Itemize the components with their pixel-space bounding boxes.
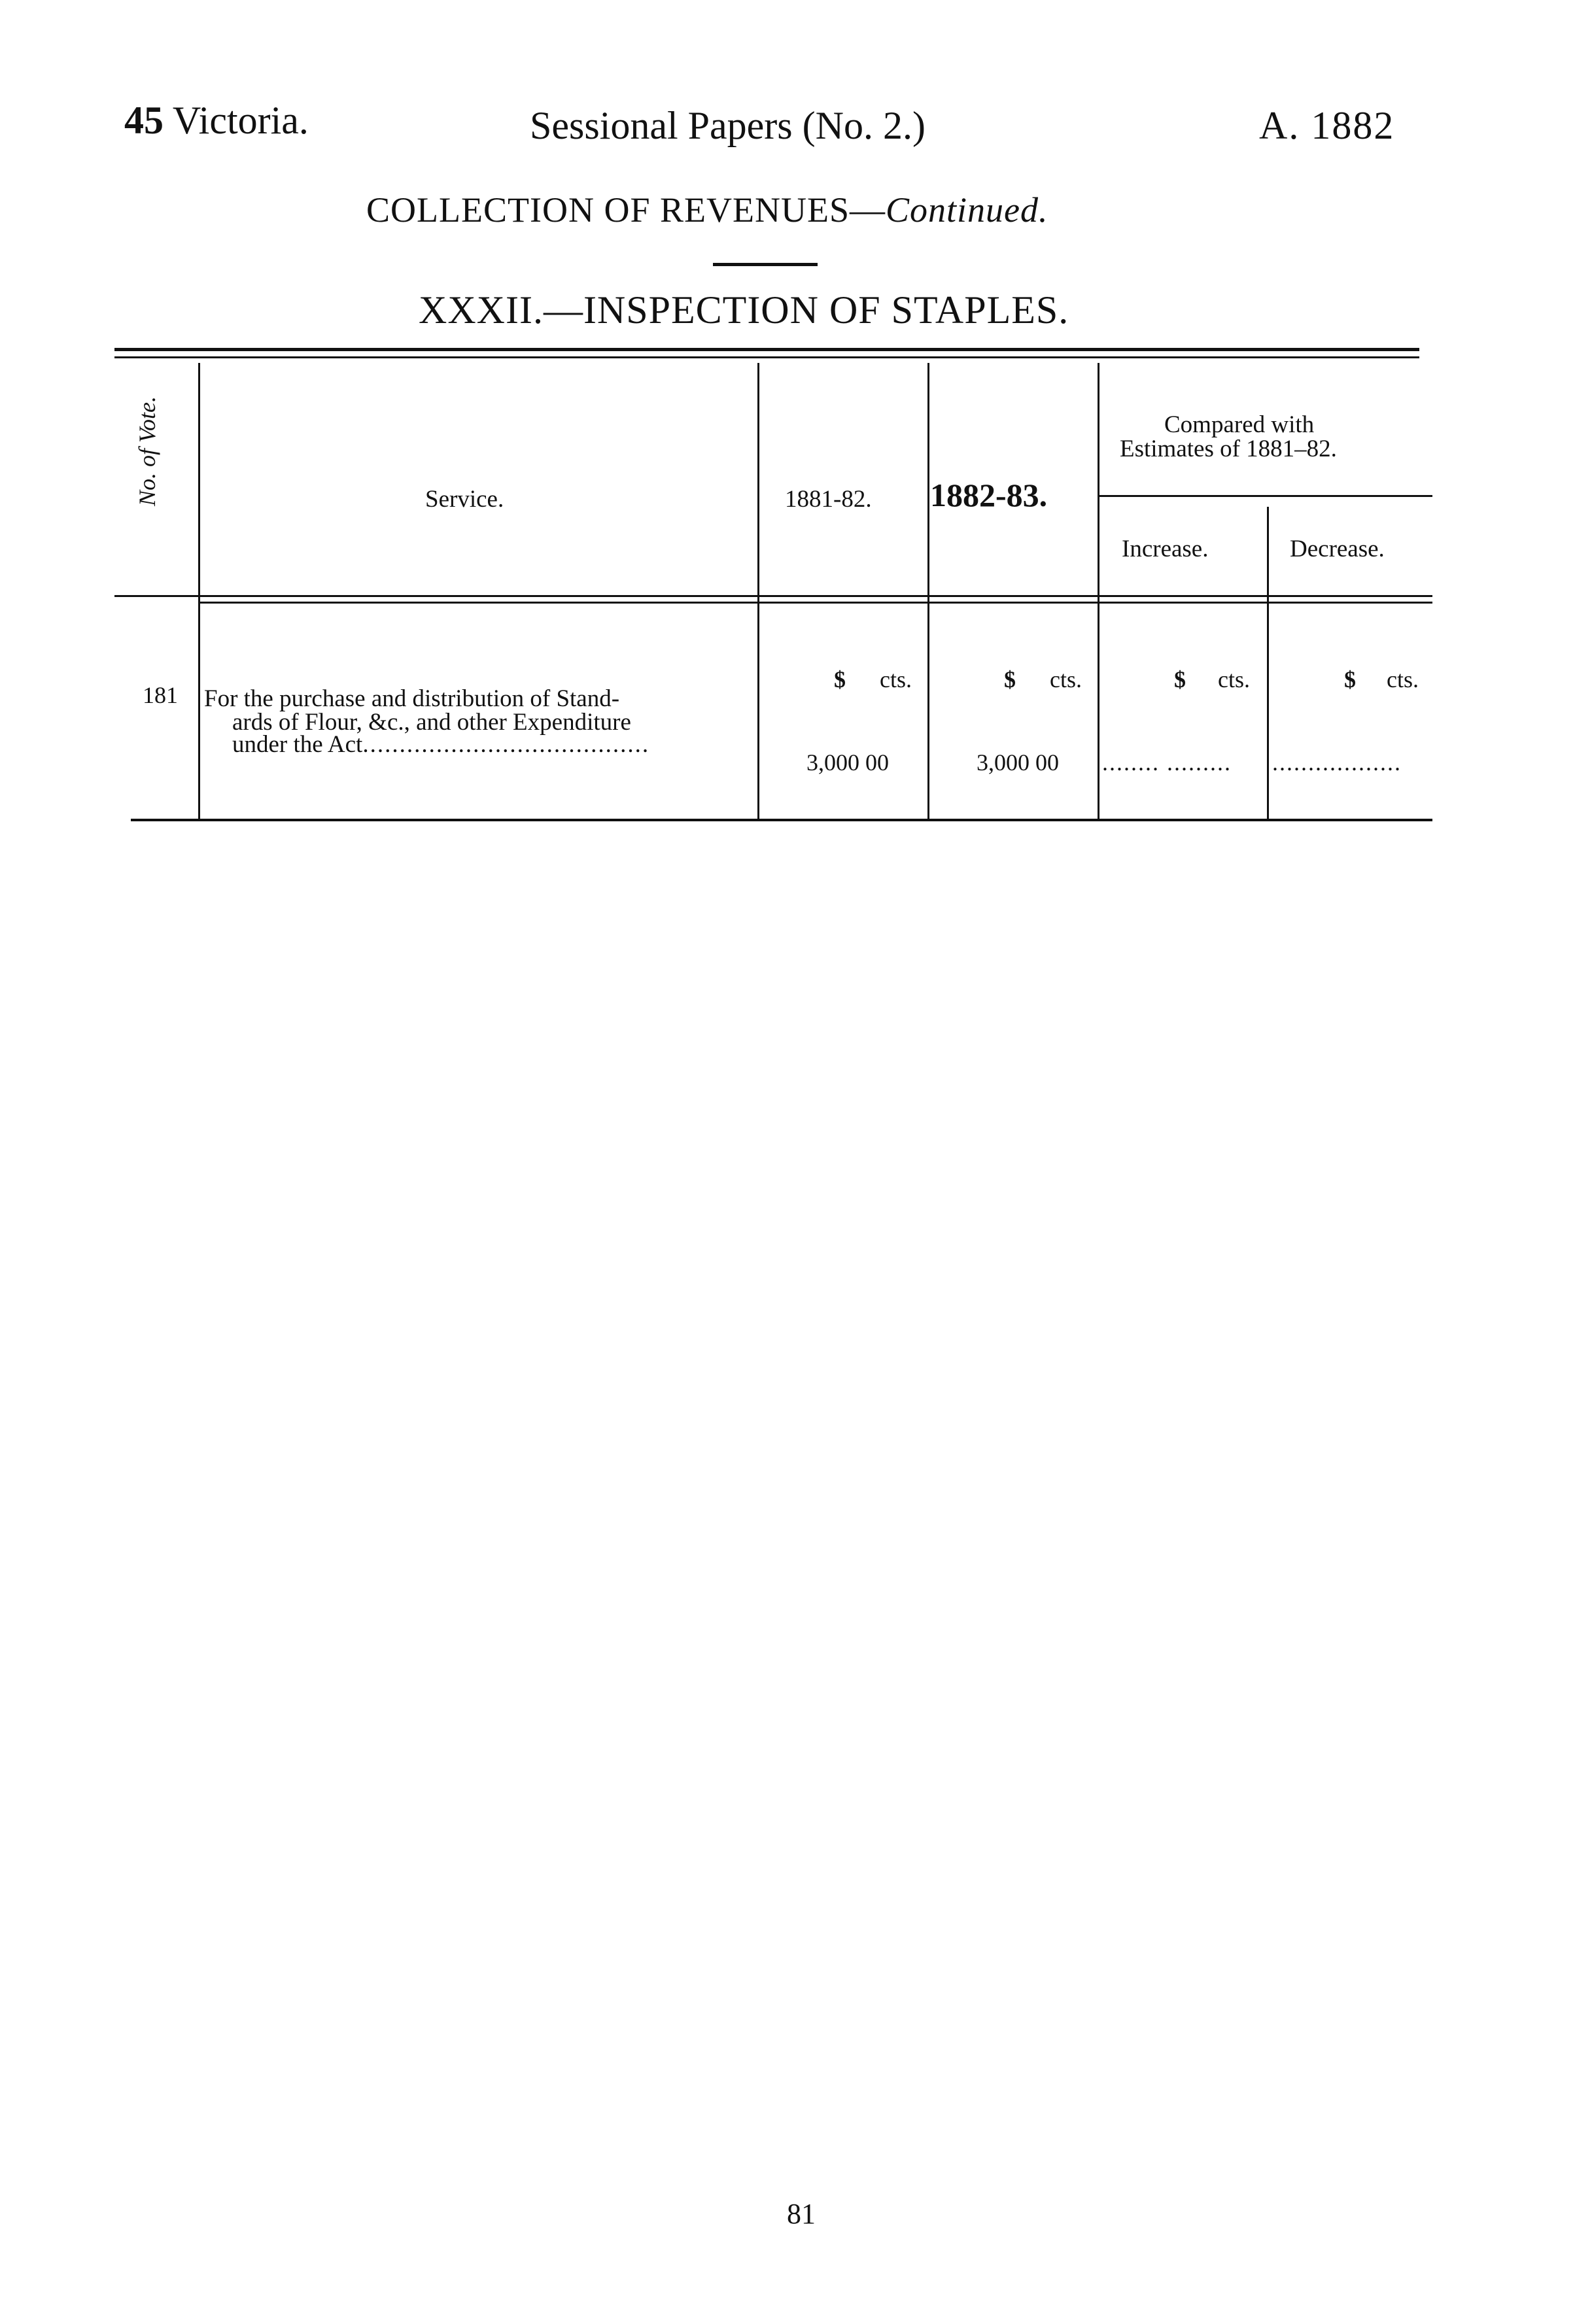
service-leader-dots: .......................................: [362, 731, 650, 758]
vote-number: 181: [143, 682, 178, 708]
header-service: Service.: [425, 486, 504, 513]
header-1881-82: 1881-82.: [785, 486, 872, 513]
unit-dollar-1881: $: [834, 666, 846, 692]
increase-value: ........ .........: [1102, 749, 1232, 776]
header-year: A. 1882: [1259, 104, 1395, 147]
header-sessional-papers: Sessional Papers (No. 2.): [530, 104, 926, 147]
col-sep-service: [757, 363, 759, 821]
service-description-line3: [232, 732, 649, 757]
title-divider: [713, 263, 818, 266]
unit-cents-increase: cts.: [1218, 666, 1250, 692]
table-top-rule: [114, 348, 1419, 351]
amount-1882-83: 3,000 00: [977, 749, 1059, 776]
header-1882-83: 1882-83.: [930, 477, 1048, 513]
header-vote-number: No. of Vote.: [134, 396, 160, 506]
header-decrease: Decrease.: [1290, 536, 1385, 562]
decrease-value: ..................: [1272, 749, 1402, 776]
col-sep-1882: [1098, 363, 1099, 821]
unit-cents-1881: cts.: [880, 666, 912, 692]
subtitle-continued: Continued.: [885, 190, 1048, 230]
table-bottom-rule: [131, 819, 1432, 821]
header-compared-line2: Estimates of 1881–82.: [1120, 436, 1337, 462]
unit-dollar-decrease: $: [1344, 666, 1356, 692]
amount-1881-82: 3,000 00: [806, 749, 889, 776]
header-bottom-rule-2: [198, 602, 1432, 604]
compared-sub-rule: [1099, 495, 1432, 497]
header-compared-line1: Compared with: [1164, 411, 1315, 438]
header-bottom-rule: [114, 595, 1432, 597]
service-description-text: under the Act: [232, 731, 363, 758]
service-description-line2: ards of Flour, &c., and other Expenditure: [232, 709, 631, 736]
subtitle-main: COLLECTION OF REVENUES—: [366, 190, 886, 230]
unit-dollar-1882: $: [1004, 666, 1016, 692]
col-sep-vote: [198, 363, 200, 821]
service-description-line1: For the purchase and distribution of Stand-: [204, 685, 620, 712]
header-volume: [124, 98, 309, 143]
header-volume-number: 45: [124, 99, 164, 142]
unit-cents-decrease: cts.: [1387, 666, 1419, 692]
header-volume-text: Victoria.: [172, 99, 309, 142]
header-increase: Increase.: [1122, 536, 1209, 562]
unit-dollar-increase: $: [1174, 666, 1186, 692]
col-sep-1881: [927, 363, 929, 821]
section-title: XXXII.—INSPECTION OF STAPLES.: [419, 288, 1069, 332]
document-subtitle: [366, 190, 1048, 230]
page-number: 81: [787, 2198, 816, 2230]
col-sep-increase: [1267, 507, 1269, 821]
table-top-rule-thin: [114, 356, 1419, 358]
unit-cents-1882: cts.: [1050, 666, 1082, 692]
